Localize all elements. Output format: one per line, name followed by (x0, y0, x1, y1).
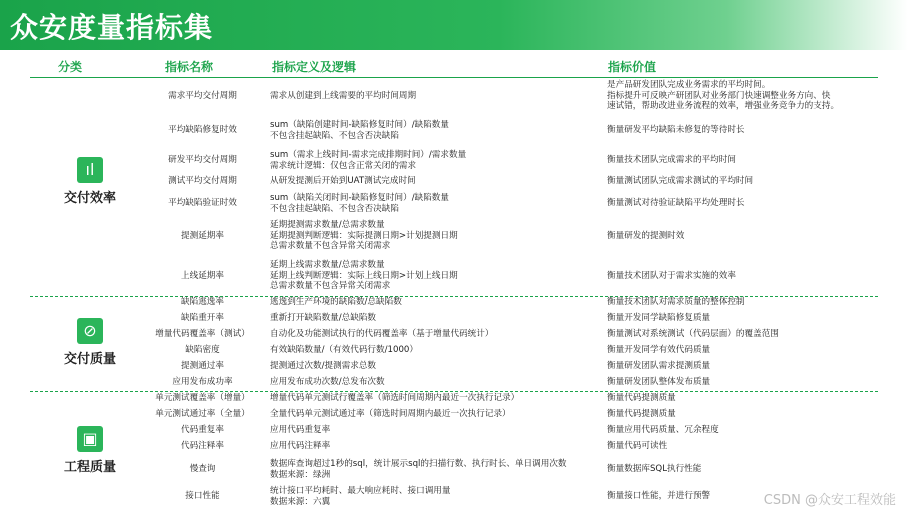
definition-line: 不包含挂起缺陷、不包含否决缺陷 (270, 130, 399, 141)
metric-definition (270, 150, 600, 171)
definition-line: 提测通过次数/提测需求总数 (270, 361, 377, 371)
metric-definition (270, 313, 600, 324)
metric-definition (270, 425, 600, 436)
metric-value (607, 377, 907, 388)
metric-definition (270, 409, 600, 420)
value-line: 衡量应用代码质量、冗余程度 (607, 425, 719, 435)
definition-line: 数据来源：六翼 (270, 496, 331, 507)
metric-definition (270, 176, 600, 187)
value-line: 衡量技术团队对于需求实施的效率 (607, 270, 736, 281)
header-category: 分类 (58, 60, 83, 74)
metric-value (607, 125, 907, 136)
metric-name: 应用发布成功率 (172, 377, 233, 387)
metric-definition (270, 486, 600, 507)
metric-value (607, 297, 907, 308)
definition-line: 重新打开缺陷数量/总缺陷数 (270, 313, 377, 323)
header-name: 指标名称 (165, 60, 214, 74)
metric-value (607, 313, 907, 324)
value-line: 衡量技术团队对需求质量的整体控制 (607, 297, 745, 307)
value-line: 衡量代码提测质量 (607, 409, 676, 419)
metric-value (607, 345, 907, 356)
value-line: 衡量研发团队需求提测质量 (607, 361, 711, 371)
metric-name: 平均缺陷验证时效 (168, 198, 237, 209)
metric-definition (270, 329, 600, 340)
metric-name: 代码注释率 (181, 441, 224, 451)
definition-line: 数据来源：绿洲 (270, 469, 331, 480)
definition-line: 自动化及功能测试执行的代码覆盖率（基于增量代码统计） (270, 329, 494, 339)
metric-name: 单元测试覆盖率（增量） (155, 393, 250, 403)
value-line: 衡量技术团队完成需求的平均时间 (607, 155, 736, 166)
watermark: CSDN @众安工程效能 (763, 493, 896, 508)
metric-name: 单元测试通过率（全量） (155, 409, 250, 419)
metric-name: 需求平均交付周期 (168, 90, 237, 101)
definition-line: sum（缺陷关闭时间-缺陷修复时间）/缺陷数量 (270, 193, 449, 203)
metric-definition (270, 393, 600, 404)
value-line: 衡量代码提测质量 (607, 393, 676, 403)
metric-value (607, 361, 907, 372)
metric-value (607, 231, 907, 242)
monitor-chart-icon: ▣ (77, 426, 103, 452)
definition-line: 全量代码单元测试通过率（筛选时间周期内最近一次执行记录） (270, 409, 511, 419)
metric-value (607, 271, 907, 282)
value-line: 衡量开发同学缺陷修复质量 (607, 313, 711, 323)
definition-line: 延期提测需求数量/总需求数量 (270, 220, 385, 230)
definition-line: 需求从创建到上线需要的平均时间周期 (270, 90, 417, 101)
metric-definition (270, 361, 600, 372)
value-line: 衡量测试对系统测试（代码层面）的覆盖范围 (607, 329, 779, 339)
category-delivery-efficiency: ıl 交付效率 (30, 157, 150, 206)
value-line: 衡量代码可读性 (607, 441, 668, 451)
metric-value (607, 176, 907, 187)
definition-line: 总需求数量不包含异常关闭需求 (270, 241, 391, 251)
metric-value (607, 425, 907, 436)
value-line: 速试错，帮助改进业务流程的效率，增强业务竞争力的支持。 (607, 101, 840, 111)
definition-line: 有效缺陷数量/（有效代码行数/1000） (270, 345, 418, 355)
metric-name: 缺陷重开率 (181, 313, 224, 323)
metric-name: 缺陷逃逸率 (181, 297, 224, 307)
definition-line: 需求统计逻辑：仅包含正常关闭的需求 (270, 160, 417, 171)
definition-line: 数据库查询超过1秒的sql，统计展示sql的扫描行数、执行时长、单日调用次数 (270, 459, 567, 469)
header-value: 指标价值 (608, 60, 657, 74)
metric-value (607, 329, 907, 340)
metric-name: 缺陷密度 (185, 345, 220, 355)
metric-value (607, 155, 907, 166)
category-engineering-quality: ▣ 工程质量 (30, 426, 150, 475)
definition-line: 逃逸到生产环境的缺陷数/总缺陷数 (270, 297, 402, 307)
definition-line: 从研发提测后开始到UAT测试完成时间 (270, 176, 416, 186)
definition-line: 应用代码注释率 (270, 441, 331, 451)
value-line: 衡量研发的提测时效 (607, 230, 685, 241)
metric-definition (270, 220, 600, 252)
definition-line: 增量代码单元测试行覆盖率（筛选时间周期内最近一次执行记录） (270, 393, 520, 403)
metric-value (607, 393, 907, 404)
header-divider (30, 77, 878, 78)
metric-name: 接口性能 (185, 491, 220, 502)
metric-name: 测试平均交付周期 (168, 176, 237, 186)
metric-name: 上线延期率 (181, 270, 224, 281)
section-divider (30, 391, 878, 392)
metric-definition (270, 377, 600, 388)
value-line: 衡量测试团队完成需求测试的平均时间 (607, 176, 754, 186)
definition-line: sum（缺陷创建时间-缺陷修复时间）/缺陷数量 (270, 120, 449, 130)
value-line: 衡量数据库SQL执行性能 (607, 464, 702, 475)
metric-name: 代码重复率 (181, 425, 224, 435)
value-line: 衡量开发同学有效代码质量 (607, 345, 711, 355)
value-line: 衡量研发团队整体发布质量 (607, 377, 711, 387)
category-delivery-quality: ⊘ 交付质量 (30, 318, 150, 367)
value-line: 指标提升可反映产研团队对业务部门快速调整业务方向、快 (607, 90, 831, 101)
definition-line: 不包含挂起缺陷、不包含否决缺陷 (270, 203, 399, 214)
metric-definition (270, 91, 600, 102)
definition-line: 应用代码重复率 (270, 425, 331, 435)
definition-line: 延期提测判断逻辑：实际提测日期>计划提测日期 (270, 230, 458, 241)
metric-name: 慢查询 (189, 464, 216, 475)
value-line: 衡量测试对待验证缺陷平均处理时长 (607, 198, 745, 209)
metric-name: 提测通过率 (181, 361, 224, 371)
metric-name: 平均缺陷修复时效 (168, 125, 237, 136)
title-bar (0, 0, 908, 50)
metric-definition (270, 120, 600, 141)
magnifier-chart-icon: ⊘ (77, 318, 103, 344)
metric-definition (270, 260, 600, 292)
definition-line: 应用发布成功次数/总发布次数 (270, 377, 385, 387)
value-line: 衡量接口性能，并进行预警 (607, 491, 711, 502)
value-line: 衡量研发平均缺陷未修复的等待时长 (607, 125, 745, 136)
metric-value (607, 198, 907, 209)
definition-line: 总需求数量不包含异常关闭需求 (270, 281, 391, 291)
definition-line: sum（需求上线时间-需求完成排期时间）/需求数量 (270, 150, 467, 160)
metric-definition (270, 459, 600, 480)
chart-bar-icon: ıl (77, 157, 103, 183)
table-header (0, 58, 908, 76)
metric-definition (270, 345, 600, 356)
metric-definition (270, 193, 600, 214)
header-definition: 指标定义及逻辑 (272, 60, 357, 74)
metric-name: 研发平均交付周期 (168, 155, 237, 166)
metric-value (607, 80, 907, 112)
metric-definition (270, 297, 600, 308)
metric-name: 提测延期率 (181, 230, 224, 241)
metric-definition (270, 441, 600, 452)
page-title: 众安度量指标集 (10, 11, 214, 44)
value-line: 是产品研发团队完成业务需求的平均时间。 (607, 80, 771, 90)
definition-line: 延期上线判断逻辑：实际上线日期>计划上线日期 (270, 270, 458, 281)
metric-value (607, 464, 907, 475)
definition-line: 延期上线需求数量/总需求数量 (270, 260, 385, 270)
metric-name: 增量代码覆盖率（测试） (155, 329, 250, 339)
definition-line: 统计接口平均耗时、最大响应耗时、接口调用量 (270, 486, 451, 496)
metric-value (607, 441, 907, 452)
metric-value (607, 409, 907, 420)
